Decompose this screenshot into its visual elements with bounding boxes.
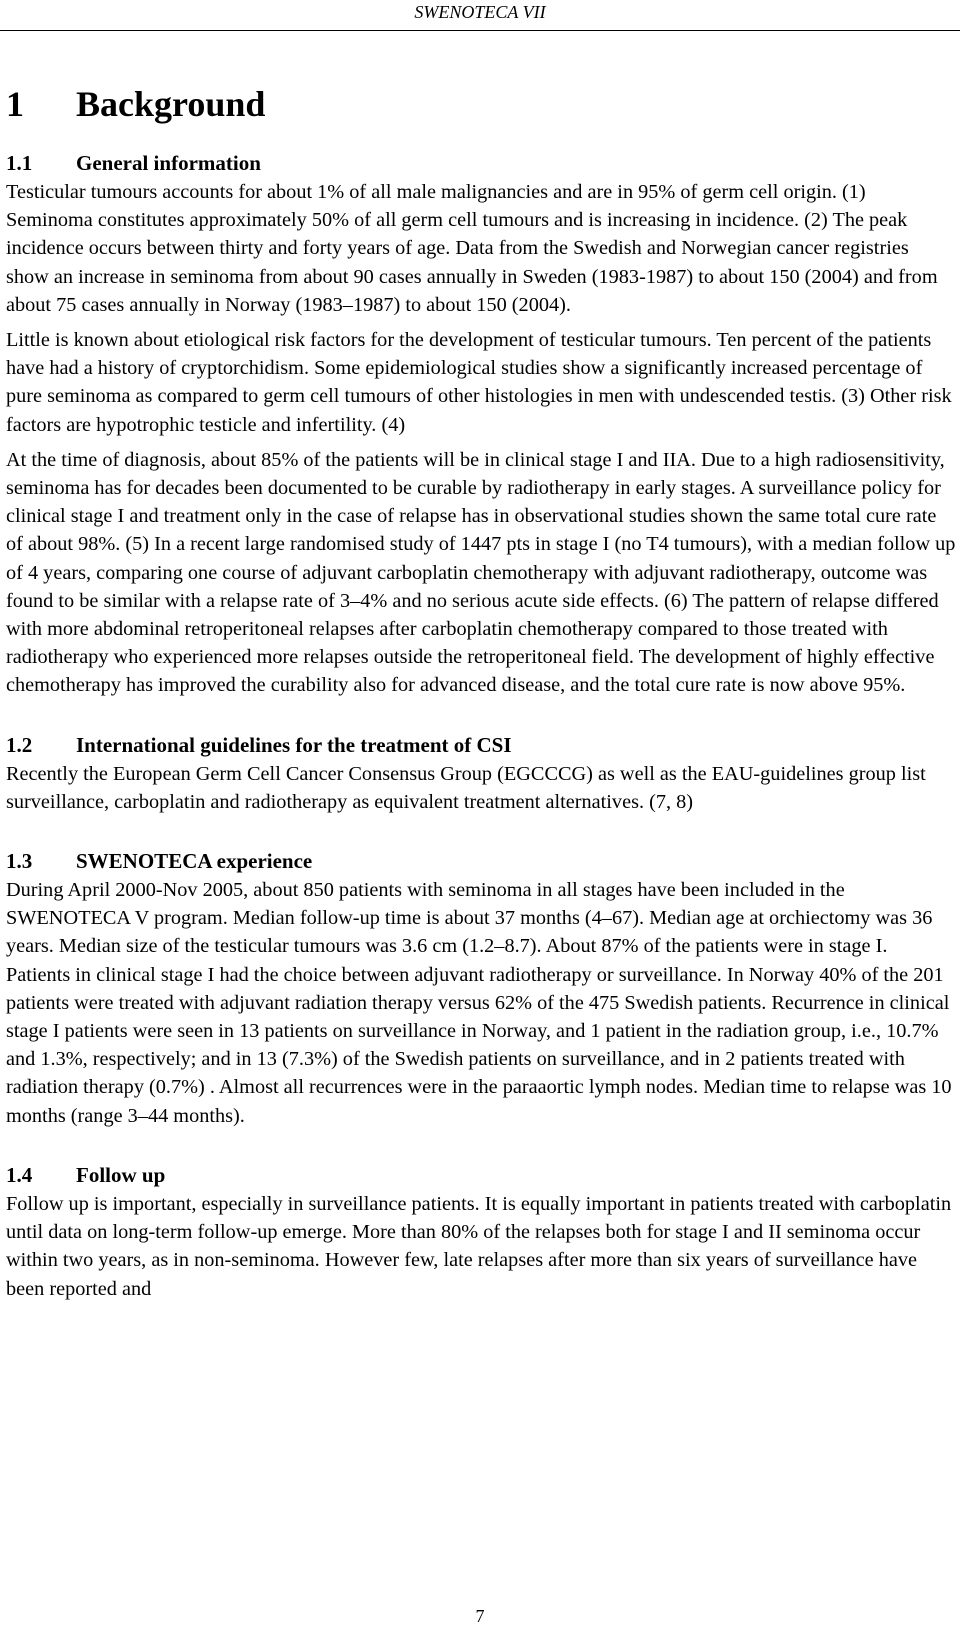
section-title: SWENOTECA experience <box>76 849 313 874</box>
running-header: SWENOTECA VII <box>0 0 960 31</box>
section-swenoteca-experience <box>6 846 956 1130</box>
section-number: 1.4 <box>6 1162 33 1187</box>
paragraph: Follow up is important, especially in surveillance patients. It is equally important in patients treated with carboplatin until data on long-term follow-up emerge. More than 80% of the relapses both for stage I and II seminoma occur within two years, as in non-seminoma. However few, late relapses after more than six years of surveillance have been reported and <box>6 1192 952 1300</box>
chapter-title-text: Background <box>76 84 266 124</box>
section-title: International guidelines for the treatment of CSI <box>76 732 512 757</box>
chapter-title <box>6 82 265 126</box>
paragraph: During April 2000-Nov 2005, about 850 patients with seminoma in all stages have been included in the SWENOTECA V program. Median follow-up time is about 37 months (4–67). Median age at orchiectomy was 36 years. Median size of the testicular tumours was 3.6 cm (1.2–8.7). About 87% of the patients were in stage I. Patients in clinical stage I had the choice between adjuvant radiotherapy or surveillance. In Norway 40% of the 201 patients were treated with adjuvant radiation therapy versus 62% of the 475 Swedish patients. Recurrence in clinical stage I patients were seen in 13 patients on surveillance in Norway, and 1 patient in the radiation group, i.e., 10.7% and 1.3%, respectively; and in 13 (7.3%) of the Swedish patients on surveillance, and in 2 patients treated with radiation therapy (0.7%) . Almost all recurrences were in the paraaortic lymph nodes. Median time to relapse was 10 months (range 3–44 months). <box>6 879 952 1127</box>
section-heading <box>6 846 956 876</box>
section-number: 1.2 <box>6 732 33 757</box>
paragraph: Recently the European Germ Cell Cancer Consensus Group (EGCCCG) as well as the EAU-guidelines group list surveillance, carboplatin and radiotherapy as equivalent treatment alternatives. (7, 8) <box>6 762 926 813</box>
section-spacer <box>6 1130 956 1160</box>
section-title: Follow up <box>76 1162 166 1187</box>
section-heading <box>6 148 956 178</box>
section-international-guidelines <box>6 730 956 816</box>
page-number: 7 <box>475 1606 485 1626</box>
chapter-number: 1 <box>6 84 24 124</box>
section-spacer <box>6 816 956 846</box>
paragraph: Little is known about etiological risk factors for the development of testicular tumours. Ten percent of the patients have had a history of cryptorchidism. Some epidemiological studies show a significantly increased percentage of pure seminoma as compared to germ cell tumours of other histologies in men with undescended testis. (3) Other risk factors are hypotrophic testicle and infertility. (4) <box>6 329 952 436</box>
paragraph: At the time of diagnosis, about 85% of the patients will be in clinical stage I and IIA. Due to a high radiosensitivity, seminoma has for decades been documented to be curable by radiotherapy in early stages. A surveillance policy for clinical stage I and treatment only in the case of relapse has in observational studies shown the same total cure rate of about 98%. (5) In a recent large randomised study of 1447 pts in stage I (no T4 tumours), with a median follow up of 4 years, comparing one course of adjuvant carboplatin chemotherapy with adjuvant radiotherapy, outcome was found to be similar with a relapse rate of 3–4% and no serious acute side effects. (6) The pattern of relapse differed with more abdominal retroperitoneal relapses after carboplatin chemotherapy compared to those treated with radiotherapy who experienced more relapses outside the retroperitoneal field. The development of highly effective chemotherapy has improved the curability also for advanced disease, and the total cure rate is now above 95%. <box>6 448 956 697</box>
section-title: General information <box>76 151 261 175</box>
paragraph: Testicular tumours accounts for about 1% of all male malignancies and are in 95% of germ cell origin. (1) Seminoma constitutes approximately 50% of all germ cell tumours and is increasing in incidence. (2) The peak incidence occurs between thirty and forty years of age. Data from the Swedish and Norwegian cancer registries show an increase in seminoma from about 90 cases annually in Sweden (1983-1987) to about 150 (2004) and from about 75 cases annually in Norway (1983–1987) to about 150 (2004). <box>6 181 938 316</box>
section-spacer <box>6 700 956 730</box>
section-general-information <box>6 148 956 700</box>
section-heading <box>6 1160 956 1190</box>
section-heading <box>6 730 956 760</box>
page-content <box>6 148 956 1303</box>
section-follow-up <box>6 1160 956 1303</box>
section-number: 1.3 <box>6 849 33 874</box>
section-number: 1.1 <box>6 151 33 175</box>
